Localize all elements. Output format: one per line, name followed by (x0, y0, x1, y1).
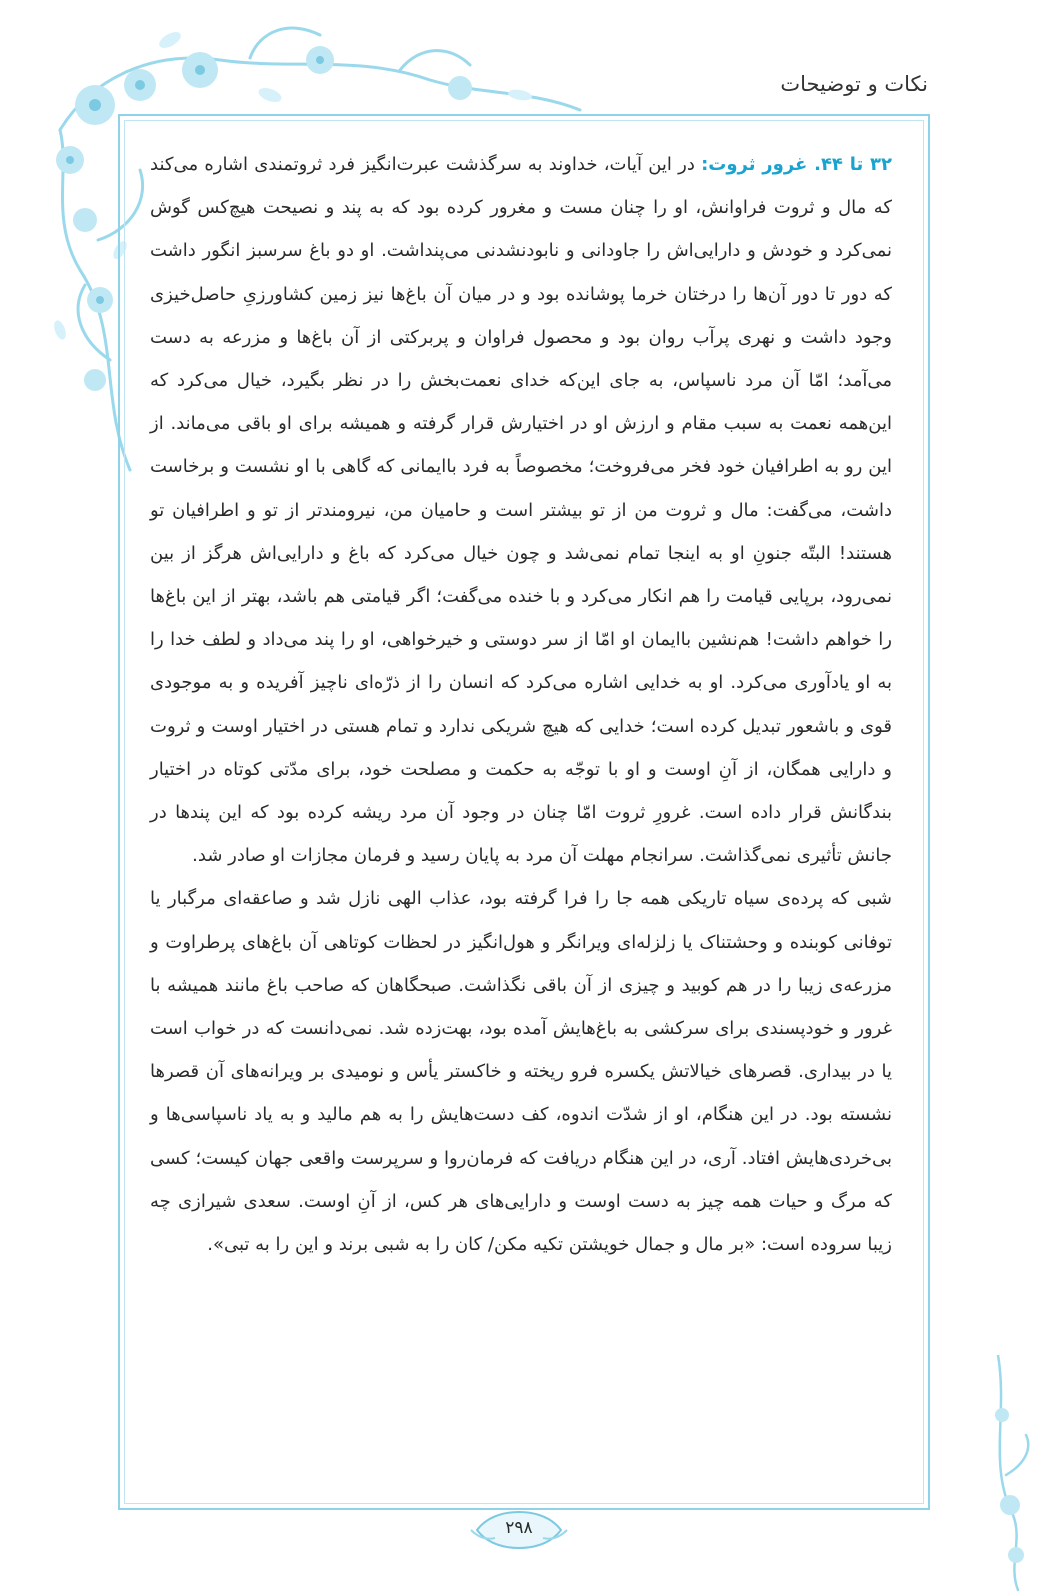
paragraph-1-text: در این آیات، خداوند به سرگذشت عبرت‌انگیز فرد ثروتمندی اشاره می‌کند که مال و ثروت فراوانش، او را چنان مست و مغرور کرده بود که به پند و نصیحت هیچ‌کس گوش نمی‌کرد و خودش و دارایی‌اش را جاودانی و نابودنشدنی می‌پنداشت. او دو باغ سرسبز انگور داشت که دور تا دور آن‌ها را درختان خرما پوشانده بود و در میان آن باغ‌ها نیز زمین کشاورزیِ حاصل‌خیزی وجود داشت و نهری پرآب روان بود و محصول فراوان و پربرکتی از آن باغ‌ها و مزرعه به دست می‌آمد؛ امّا آن مرد ناسپاس، به جای این‌که خدای نعمت‌بخش را در نظر بگیرد، خیال می‌کرد که این‌همه نعمت به سبب مقام و ارزش او در اختیارش قرار گرفته و همیشه برای او باقی می‌ماند. از این رو به اطرافیان خود فخر می‌فروخت؛ مخصوصاً به فرد باایمانی که گاهی با او نشست و برخاست داشت، می‌گفت: مال و ثروت من از تو بیشتر است و حامیان من، نیرومندتر از تو و اطرافیان تو هستند! البتّه جنونِ او به اینجا تمام نمی‌شد و چون خیال می‌کرد که باغ و دارایی‌اش هرگز از بین نمی‌رود، برپایی قیامت را هم انکار می‌کرد و با خنده می‌گفت؛ اگر قیامتی هم باشد، بهتر از این باغ‌ها را خواهم داشت! هم‌نشین باایمان او امّا از سر دوستی و خیرخواهی، او را پند می‌داد و لطف خدا را به او یادآوری می‌کرد. او به خدایی اشاره می‌کرد که انسان را از ذرّه‌ای ناچیز آفریده و به موجودی قوی و باشعور تبدیل کرده است؛ خدایی که هیچ شریکی ندارد و تمام هستی در اختیار اوست و ثروت و دارایی همگان، از آنِ اوست و او با توجّه به حکمت و مصلحت خود، برای مدّتی کوتاه در اختیار بندگانش قرار داده است. غرورِ ثروت امّا چنان در وجود آن مرد ریشه کرده بود که این پندها در جانش تأثیری نمی‌گذاشت. سرانجام مهلت آن مرد به پایان رسید و فرمان مجازات او صادر شد. (150, 154, 892, 867)
page-number: ۲۹۸ (505, 1518, 533, 1538)
paragraph-1 (150, 143, 892, 877)
page-title: نکات و توضیحات (780, 72, 928, 96)
page-number-badge (469, 1508, 569, 1552)
section-heading: ۳۲ تا ۴۴. غرور ثروت: (701, 154, 892, 175)
paragraph-2: شبی که پرده‌ی سیاه تاریکی همه جا را فرا گرفته بود، عذاب الهی نازل شد و صاعقه‌ای مرگبار یا توفانی کوبنده و وحشتناک یا زلزله‌ای ویرانگر و هول‌انگیز در لحظات کوتاهی آن باغ‌های پرطراوت و مزرعه‌ی زیبا را در هم کوبید و چیزی از آن باقی نگذاشت. صبحگاهان که صاحب باغ مانند همیشه با غرور و خودپسندی برای سرکشی به باغ‌هایش آمده بود، بهت‌زده شد. نمی‌دانست که در خواب است یا در بیداری. قصرهای خیالاتش یکسره فرو ریخته و خاکستر یأس و نومیدی بر ویرانه‌های آن قصرها نشسته بود. در این هنگام، او از شدّت اندوه، کف دست‌هایش را به هم مالید و به یاد ناسپاسی‌ها و بی‌خردی‌هایش افتاد. آری، در این هنگام دریافت که فرمان‌روا و سرپرست واقعی جهان کیست؛ کسی که مرگ و حیات همه چیز به دست اوست و دارایی‌های هر کس، از آنِ اوست. سعدی شیرازی چه زیبا سروده است: «بر مال و جمال خویشتن تکیه مکن/ کان را به شبی برند و این را به تبی». (150, 888, 892, 1256)
body-text (150, 143, 892, 1266)
